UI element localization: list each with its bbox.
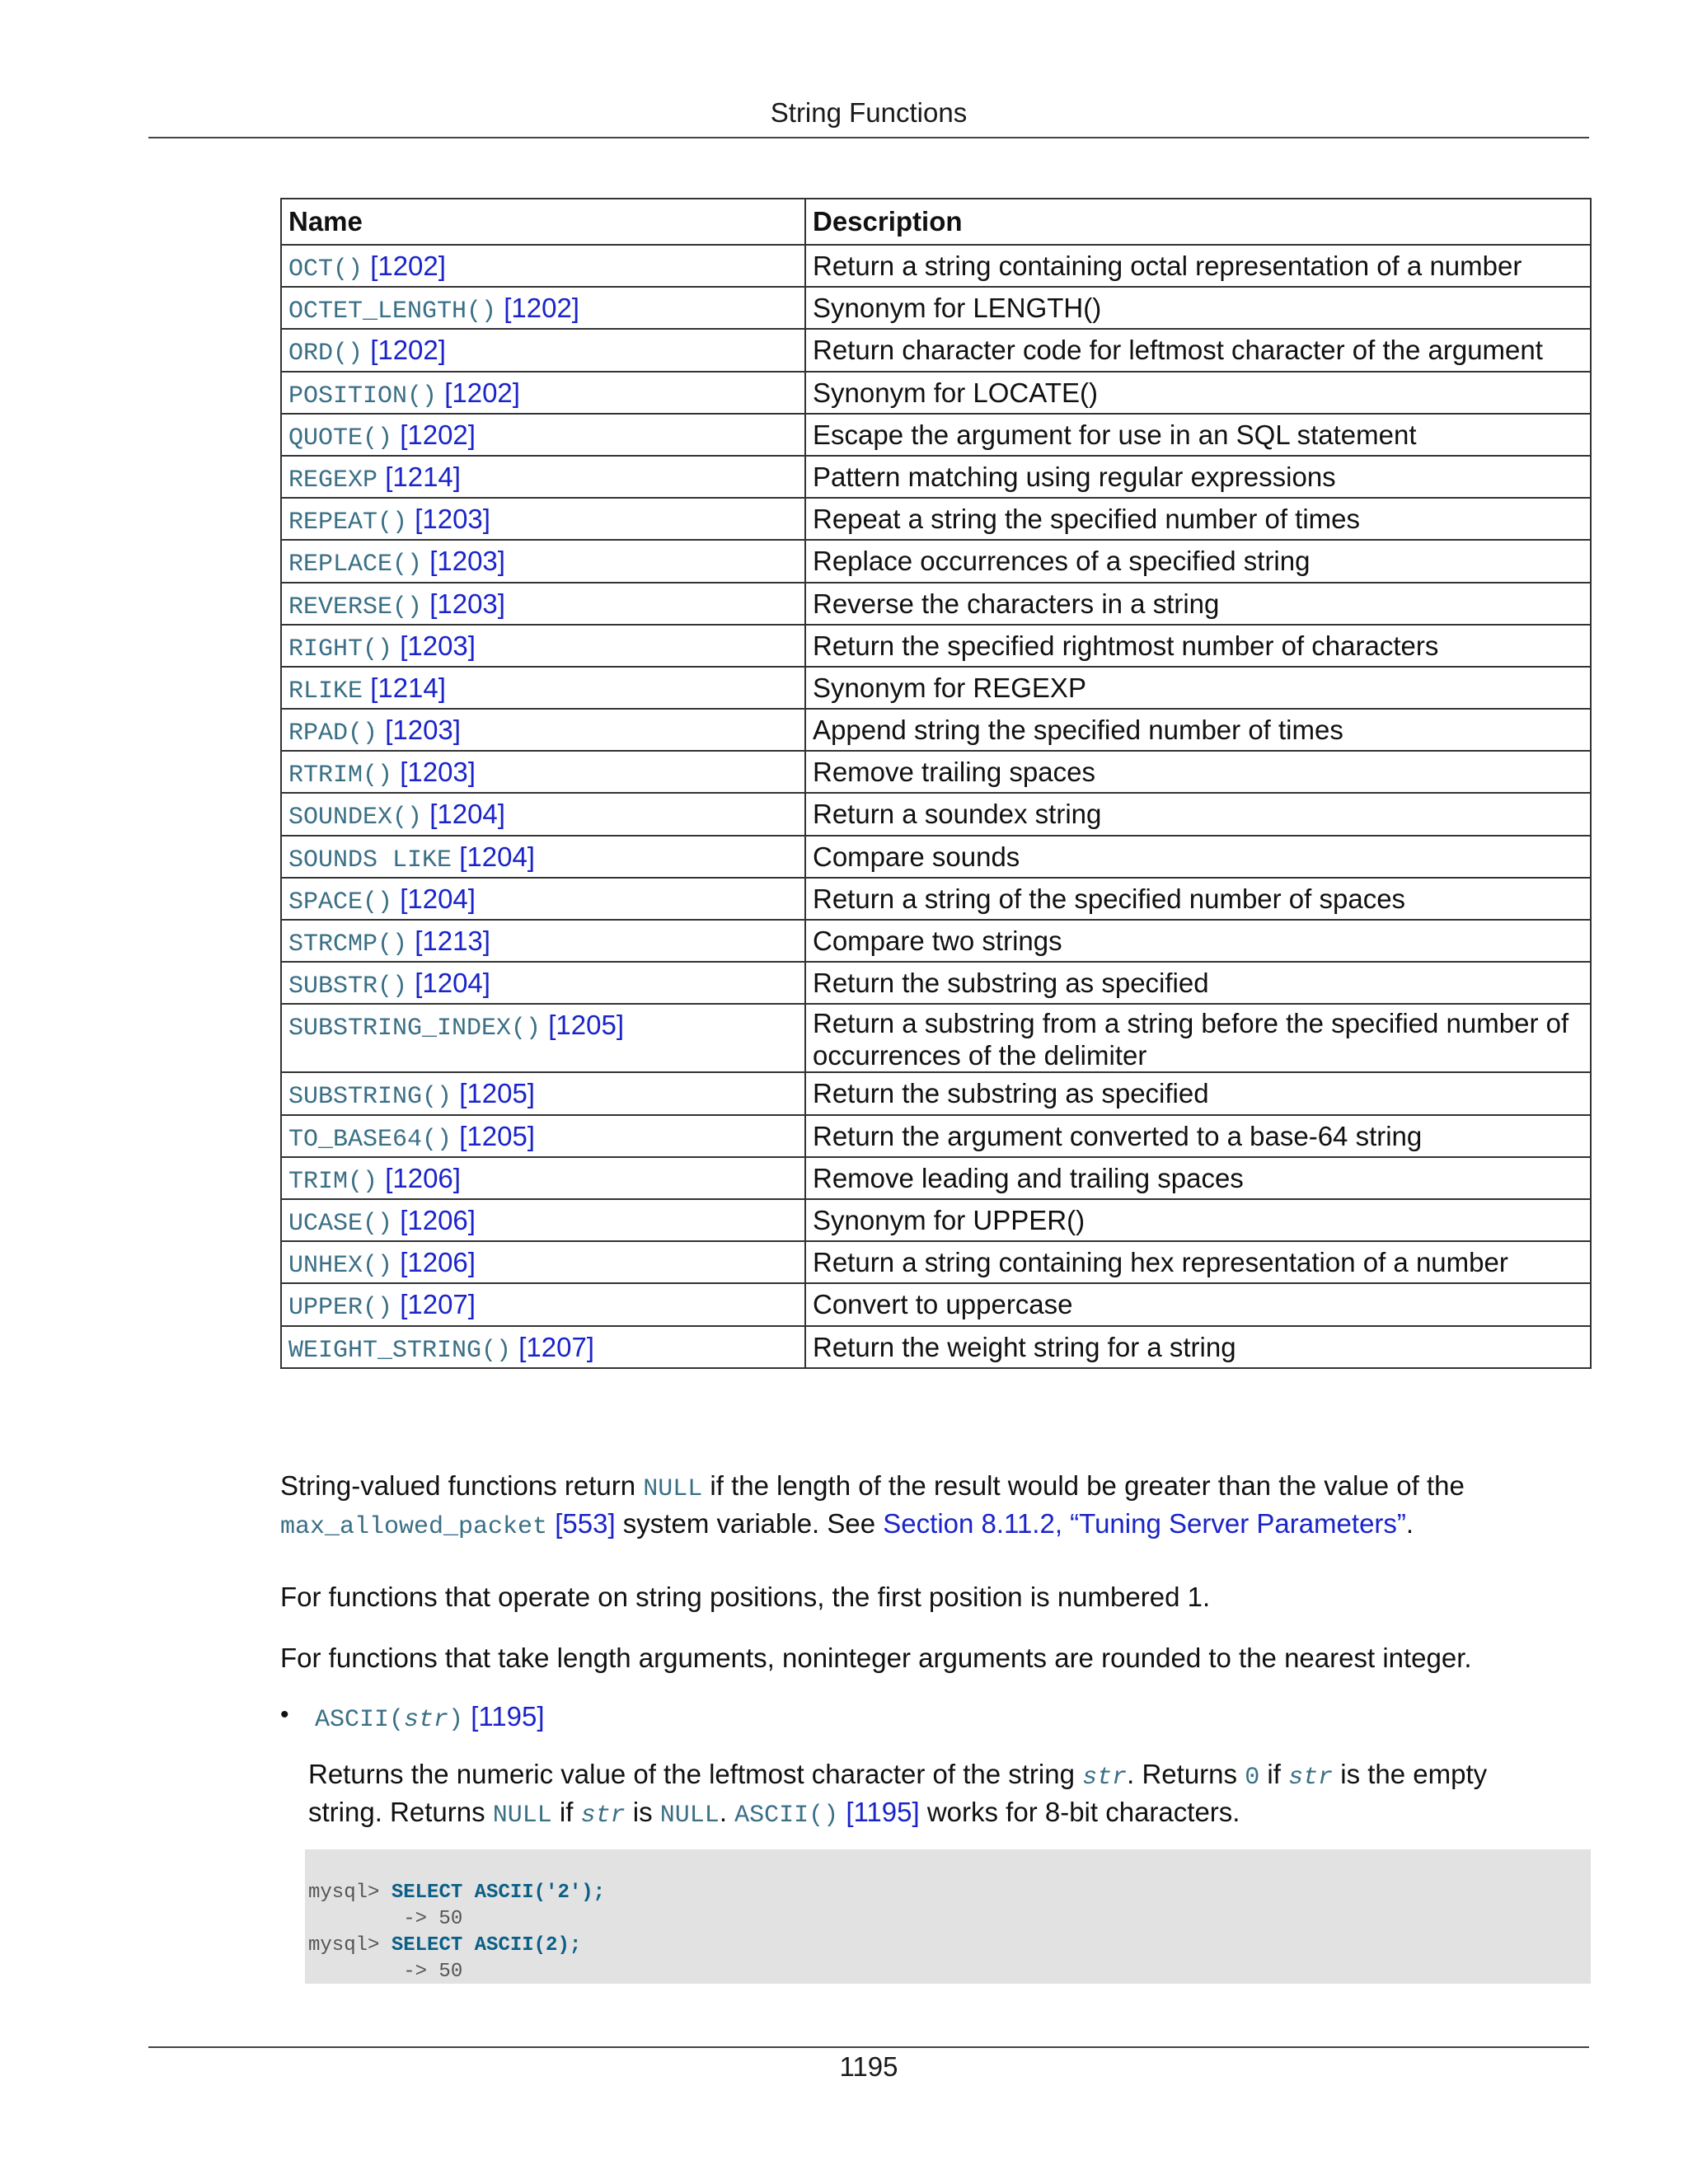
function-link[interactable]: SOUNDEX() <box>288 804 423 832</box>
bullet-marker: • <box>280 1701 289 1728</box>
function-link[interactable]: RTRIM() <box>288 762 393 790</box>
header-rule <box>148 137 1589 138</box>
page-ref-link[interactable]: [1205] <box>459 1078 535 1109</box>
text: . <box>1405 1508 1414 1539</box>
function-name-cell <box>281 709 805 751</box>
mysql-prompt: mysql> <box>308 1882 392 1904</box>
page-ref-link[interactable]: [1195] <box>846 1797 920 1827</box>
page-ref-link[interactable]: [1202] <box>444 377 520 408</box>
function-name-cell <box>281 1199 805 1241</box>
function-link[interactable]: UCASE() <box>288 1209 393 1238</box>
null-code: NULL <box>643 1475 703 1503</box>
description-cell: Synonym for REGEXP <box>805 667 1591 709</box>
function-link[interactable]: TO_BASE64() <box>288 1125 452 1154</box>
table-row <box>281 1199 1591 1241</box>
description-cell: Compare sounds <box>805 836 1591 878</box>
function-link[interactable]: RLIKE <box>288 677 363 705</box>
function-name-cell <box>281 667 805 709</box>
text: is the empty <box>1333 1759 1488 1789</box>
description-cell: Return character code for leftmost character of the argument <box>805 329 1591 371</box>
page-ref-link[interactable]: [1213] <box>415 926 490 956</box>
text: ) <box>448 1706 464 1734</box>
description-cell: Remove leading and trailing spaces <box>805 1157 1591 1199</box>
ascii-entry-heading <box>315 1701 545 1734</box>
description-cell: Synonym for LOCATE() <box>805 372 1591 414</box>
description-cell: Replace occurrences of a specified string <box>805 540 1591 582</box>
description-cell: Remove trailing spaces <box>805 751 1591 793</box>
page-ref-link[interactable]: [1203] <box>415 504 490 535</box>
table-row <box>281 878 1591 920</box>
table-row <box>281 1004 1591 1072</box>
page-ref-link[interactable]: [1204] <box>459 841 535 872</box>
description-cell: Repeat a string the specified number of times <box>805 498 1591 540</box>
table-row <box>281 962 1591 1004</box>
function-link[interactable]: RIGHT() <box>288 635 393 663</box>
page-ref-link[interactable]: [1202] <box>370 335 446 366</box>
page-number: 1195 <box>839 2051 898 2082</box>
table-row <box>281 793 1591 835</box>
page-ref-link[interactable]: [1202] <box>504 293 579 324</box>
page-ref-link[interactable]: [1203] <box>385 715 461 746</box>
text: . <box>719 1797 735 1827</box>
page-ref-link[interactable]: [1206] <box>400 1204 476 1235</box>
function-name-cell <box>281 498 805 540</box>
page-ref-link[interactable]: [1204] <box>400 883 476 914</box>
function-link[interactable]: SOUNDS LIKE <box>288 846 452 874</box>
table-row <box>281 287 1591 329</box>
column-header-name: Name <box>281 199 805 245</box>
page-ref-link[interactable]: [1205] <box>548 1010 624 1041</box>
ascii-function-link[interactable] <box>315 1706 463 1734</box>
table-row <box>281 709 1591 751</box>
page-ref-link[interactable]: [1214] <box>370 672 446 703</box>
function-name-cell <box>281 1283 805 1325</box>
table-row <box>281 1241 1591 1283</box>
null-code: NULL <box>492 1802 552 1830</box>
mysql-prompt: mysql> <box>308 1934 392 1957</box>
max-allowed-packet-link[interactable]: max_allowed_packet <box>280 1513 548 1541</box>
text: . Returns <box>1127 1759 1245 1789</box>
function-name-cell <box>281 1326 805 1368</box>
function-name-cell <box>281 1157 805 1199</box>
text: if <box>1259 1759 1289 1789</box>
function-link[interactable]: UPPER() <box>288 1294 393 1323</box>
description-cell: Return the substring as specified <box>805 1072 1591 1114</box>
function-name-cell <box>281 1072 805 1114</box>
description-cell: Compare two strings <box>805 920 1591 962</box>
section-link[interactable]: Section 8.11.2, “Tuning Server Parameters” <box>883 1508 1406 1539</box>
function-link[interactable]: SUBSTRING() <box>288 1083 452 1112</box>
function-link[interactable]: REPEAT() <box>288 509 408 537</box>
arg-text: str <box>404 1706 449 1734</box>
description-cell: Return the weight string for a string <box>805 1326 1591 1368</box>
function-link[interactable]: STRCMP() <box>288 930 408 958</box>
table-row <box>281 1072 1591 1114</box>
page-ref-link[interactable]: [1202] <box>400 419 476 450</box>
page-ref-link[interactable]: [553] <box>555 1508 616 1539</box>
page-ref-link[interactable]: [1206] <box>385 1162 461 1193</box>
function-link[interactable]: OCT() <box>288 255 363 284</box>
function-link[interactable]: QUOTE() <box>288 424 393 452</box>
page-ref-link[interactable]: [1214] <box>385 461 461 492</box>
page-ref-link[interactable]: [1205] <box>459 1120 535 1151</box>
sql-result: -> 50 <box>308 1961 463 1983</box>
table-row <box>281 414 1591 456</box>
function-link[interactable]: WEIGHT_STRING() <box>288 1336 512 1365</box>
function-link[interactable]: RPAD() <box>288 719 378 748</box>
footer-rule <box>148 2046 1589 2048</box>
text: string. Returns <box>308 1797 493 1827</box>
description-cell: Append string the specified number of times <box>805 709 1591 751</box>
function-link[interactable]: SUBSTR() <box>288 972 408 1001</box>
function-name-cell <box>281 372 805 414</box>
text: String-valued functions return <box>280 1470 644 1501</box>
string-functions-table <box>280 198 1592 1369</box>
table-row <box>281 1326 1591 1368</box>
page-ref-link[interactable]: [1203] <box>400 630 476 661</box>
page-ref-link[interactable]: [1203] <box>429 546 505 577</box>
arg-text: str <box>580 1802 626 1830</box>
table-row <box>281 456 1591 498</box>
arg-text: str <box>1288 1764 1334 1792</box>
null-length-paragraph <box>280 1469 1599 1544</box>
table-row <box>281 667 1591 709</box>
page-ref-link[interactable]: [1206] <box>400 1247 476 1278</box>
description-cell: Escape the argument for use in an SQL statement <box>805 414 1591 456</box>
function-name-cell <box>281 414 805 456</box>
length-arguments-paragraph: For functions that take length arguments, noninteger arguments are rounded to the nearest integer. <box>280 1643 1472 1673</box>
function-name-cell <box>281 793 805 835</box>
description-cell: Return a substring from a string before the specified number of occurrences of the delimiter <box>805 1004 1591 1072</box>
description-cell: Return the substring as specified <box>805 962 1591 1004</box>
description-cell: Pattern matching using regular expressions <box>805 456 1591 498</box>
function-link[interactable]: REPLACE() <box>288 551 423 579</box>
text: system variable. See <box>615 1508 884 1539</box>
page-ref-link[interactable]: [1195] <box>471 1701 545 1732</box>
page-ref-link[interactable]: [1204] <box>429 799 505 830</box>
table-row <box>281 836 1591 878</box>
description-cell: Return a soundex string <box>805 793 1591 835</box>
description-cell: Return the specified rightmost number of characters <box>805 625 1591 667</box>
arg-text: str <box>1082 1764 1128 1792</box>
code-example <box>305 1849 1591 1984</box>
description-cell: Return a string containing octal representation of a number <box>805 245 1591 287</box>
function-link[interactable]: REGEXP <box>288 466 378 494</box>
page-ref-link[interactable]: [1207] <box>400 1289 476 1320</box>
zero-code: 0 <box>1245 1764 1260 1792</box>
function-link[interactable]: ORD() <box>288 340 363 368</box>
description-cell: Synonym for LENGTH() <box>805 287 1591 329</box>
table-row <box>281 245 1591 287</box>
table-row <box>281 751 1591 793</box>
function-name-cell <box>281 287 805 329</box>
function-name-cell <box>281 751 805 793</box>
table-row <box>281 372 1591 414</box>
function-name-cell <box>281 456 805 498</box>
function-name-cell <box>281 920 805 962</box>
sql-query: SELECT ASCII('2'); <box>391 1882 606 1904</box>
function-name-cell <box>281 625 805 667</box>
page-ref-link[interactable]: [1202] <box>370 251 446 281</box>
table-row <box>281 498 1591 540</box>
description-cell: Synonym for UPPER() <box>805 1199 1591 1241</box>
table-row <box>281 329 1591 371</box>
function-link[interactable]: REVERSE() <box>288 593 423 621</box>
table-row <box>281 583 1591 625</box>
function-name-cell <box>281 1115 805 1157</box>
text: if <box>551 1797 581 1827</box>
table-row <box>281 540 1591 582</box>
null-code: NULL <box>659 1802 720 1830</box>
table-row <box>281 920 1591 962</box>
function-name-cell <box>281 836 805 878</box>
function-link[interactable]: TRIM() <box>288 1167 378 1196</box>
description-cell: Reverse the characters in a string <box>805 583 1591 625</box>
table-header-row <box>281 199 1591 245</box>
description-cell: Return the argument converted to a base-64 string <box>805 1115 1591 1157</box>
description-cell: Return a string of the specified number of spaces <box>805 878 1591 920</box>
function-name-cell <box>281 878 805 920</box>
function-link[interactable]: SUBSTRING_INDEX() <box>288 1015 542 1043</box>
text: if the length of the result would be greater than the value of the <box>702 1470 1465 1501</box>
ascii-function-link[interactable]: ASCII() <box>734 1802 839 1830</box>
table-row <box>281 625 1591 667</box>
function-name-cell <box>281 583 805 625</box>
running-header: String Functions <box>770 97 968 128</box>
column-header-description: Description <box>805 199 1591 245</box>
description-cell: Convert to uppercase <box>805 1283 1591 1325</box>
text: is <box>625 1797 660 1827</box>
page-ref-link[interactable]: [1203] <box>429 588 505 619</box>
table-body <box>281 245 1591 1368</box>
function-name-cell <box>281 962 805 1004</box>
table-row <box>281 1283 1591 1325</box>
function-name-cell <box>281 329 805 371</box>
function-name-cell <box>281 540 805 582</box>
function-name-cell <box>281 1004 805 1072</box>
table-row <box>281 1157 1591 1199</box>
function-link[interactable]: UNHEX() <box>288 1252 393 1281</box>
page-ref-link[interactable]: [1204] <box>415 968 490 999</box>
page-ref-link[interactable]: [1207] <box>518 1331 594 1362</box>
sql-result: -> 50 <box>308 1908 463 1930</box>
sql-query: SELECT ASCII(2); <box>391 1934 582 1957</box>
function-link[interactable]: SPACE() <box>288 888 393 916</box>
text: Returns the numeric value of the leftmost character of the string <box>308 1759 1083 1789</box>
function-link[interactable]: POSITION() <box>288 382 438 410</box>
page-ref-link[interactable]: [1203] <box>400 757 476 788</box>
function-link[interactable]: OCTET_LENGTH() <box>288 298 497 326</box>
string-positions-paragraph: For functions that operate on string positions, the first position is numbered 1. <box>280 1582 1211 1612</box>
ascii-description <box>308 1757 1627 1833</box>
description-cell: Return a string containing hex representation of a number <box>805 1241 1591 1283</box>
function-name-cell <box>281 245 805 287</box>
function-name-cell <box>281 1241 805 1283</box>
table-row <box>281 1115 1591 1157</box>
text: ASCII( <box>315 1706 405 1734</box>
text: works for 8-bit characters. <box>919 1797 1240 1827</box>
